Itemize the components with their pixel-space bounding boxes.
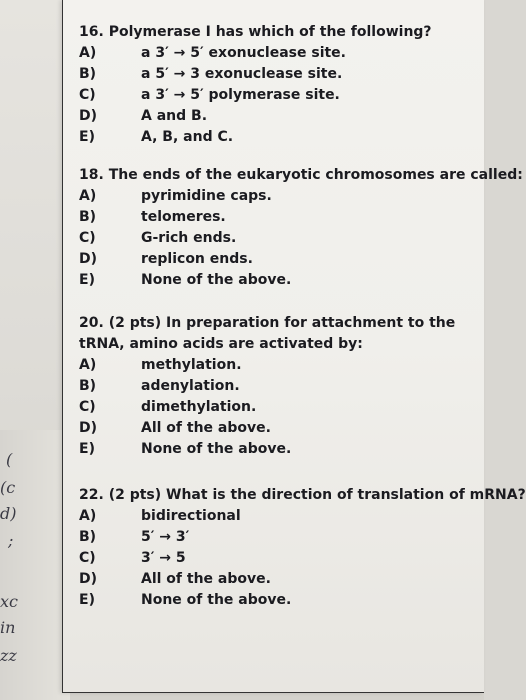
option-letter: D) (79, 108, 98, 124)
question-number: 16. (79, 24, 104, 40)
option-text: A and B. (141, 108, 208, 124)
option-letter: A) (79, 357, 97, 373)
option-letter: C) (79, 87, 96, 103)
option-b (79, 376, 479, 397)
question-stem (79, 485, 526, 506)
question-text: Polymerase I has which of the following? (108, 24, 432, 40)
question-text: (2 pts) In preparation for attachment to the tRNA, amino acids are activated by: (79, 315, 456, 352)
question-text: The ends of the eukaryotic chromosomes are called: (108, 167, 523, 183)
option-letter: D) (79, 420, 98, 436)
margin-fragment: zz (0, 646, 17, 665)
option-c (79, 397, 479, 418)
option-letter: A) (79, 45, 97, 61)
option-a (79, 186, 479, 207)
question-16 (79, 22, 479, 148)
option-text: None of the above. (141, 272, 292, 288)
margin-fragment: (c (0, 478, 16, 497)
option-text: None of the above. (141, 441, 292, 457)
option-c (79, 548, 479, 569)
option-text: A, B, and C. (141, 129, 234, 145)
question-stem (79, 22, 479, 43)
margin-fragment: d) (0, 504, 17, 523)
question-22 (79, 485, 526, 611)
margin-fragment: ( (6, 450, 13, 469)
exam-page (62, 0, 526, 693)
option-letter: D) (79, 571, 98, 587)
option-text: dimethylation. (141, 399, 257, 415)
option-text: adenylation. (141, 378, 240, 394)
option-letter: C) (79, 399, 96, 415)
option-letter: B) (79, 66, 97, 82)
option-e (79, 439, 479, 460)
option-letter: E) (79, 592, 95, 608)
option-letter: B) (79, 209, 97, 225)
option-d (79, 569, 479, 590)
option-b (79, 527, 479, 548)
option-e (79, 270, 479, 291)
option-b (79, 207, 479, 228)
option-text: a 5′ → 3 exonuclease site. (141, 66, 343, 82)
question-stem (79, 165, 523, 186)
option-letter: A) (79, 188, 97, 204)
option-text: All of the above. (141, 420, 271, 436)
option-b (79, 64, 479, 85)
option-text: G-rich ends. (141, 230, 237, 246)
margin-fragment: in (0, 618, 16, 637)
question-18 (79, 165, 523, 291)
question-number: 22. (79, 487, 104, 503)
option-text: a 3′ → 5′ exonuclease site. (141, 45, 346, 61)
option-letter: E) (79, 129, 95, 145)
option-c (79, 228, 479, 249)
option-text: All of the above. (141, 571, 271, 587)
question-stem (79, 313, 479, 355)
option-letter: E) (79, 272, 95, 288)
option-letter: E) (79, 441, 95, 457)
option-a (79, 355, 479, 376)
option-letter: D) (79, 251, 98, 267)
option-text: methylation. (141, 357, 242, 373)
option-letter: B) (79, 529, 97, 545)
option-text: a 3′ → 5′ polymerase site. (141, 87, 340, 103)
option-letter: A) (79, 508, 97, 524)
question-number: 20. (79, 315, 104, 331)
option-text: 3′ → 5 (141, 550, 186, 566)
option-text: telomeres. (141, 209, 226, 225)
option-text: None of the above. (141, 592, 292, 608)
question-text: (2 pts) What is the direction of translation of mRNA? (108, 487, 526, 503)
option-d (79, 249, 479, 270)
option-c (79, 85, 479, 106)
question-20 (79, 313, 479, 460)
option-text: replicon ends. (141, 251, 253, 267)
option-e (79, 590, 479, 611)
question-number: 18. (79, 167, 104, 183)
option-text: pyrimidine caps. (141, 188, 272, 204)
option-letter: C) (79, 550, 96, 566)
option-a (79, 43, 479, 64)
option-a (79, 506, 479, 527)
margin-fragment: ; (8, 531, 14, 550)
option-letter: B) (79, 378, 97, 394)
option-e (79, 127, 479, 148)
option-d (79, 418, 479, 439)
option-d (79, 106, 479, 127)
margin-fragment: xc (0, 592, 18, 611)
option-letter: C) (79, 230, 96, 246)
option-text: bidirectional (141, 508, 241, 524)
option-text: 5′ → 3′ (141, 529, 190, 545)
